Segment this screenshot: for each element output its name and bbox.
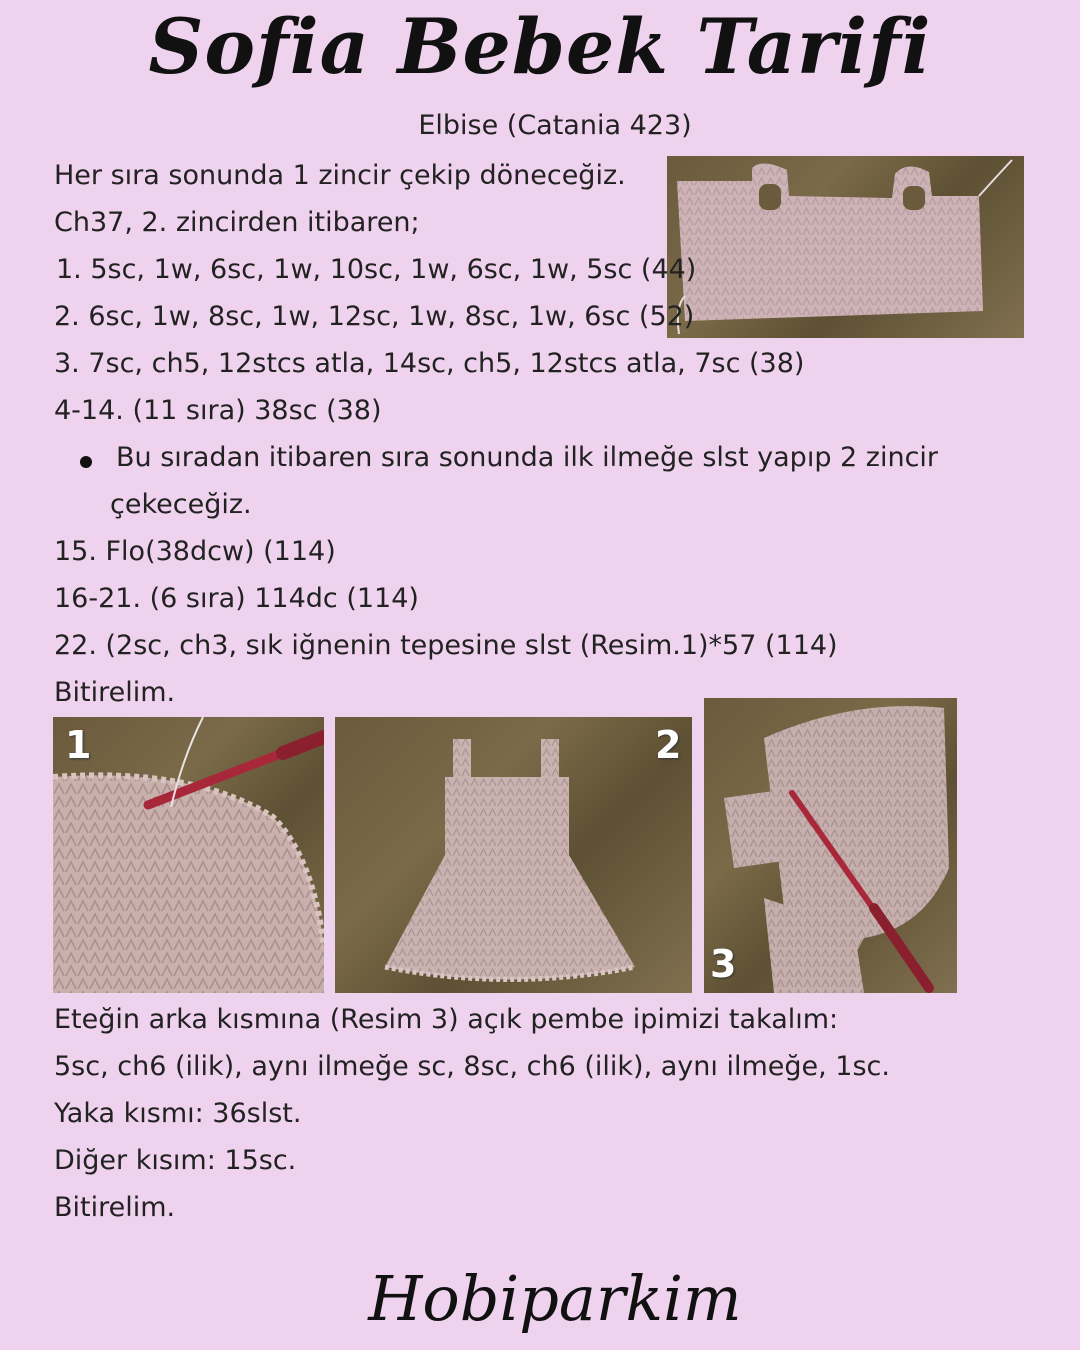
bodice-photo	[667, 156, 1024, 338]
instruction-row-1: 1. 5sc, 1w, 6sc, 1w, 10sc, 1w, 6sc, 1w, 5sc (44)	[56, 254, 697, 285]
crochet-dress-back-photo-icon	[704, 698, 957, 993]
instruction-row-16-21: 16-21. (6 sıra) 114dc (114)	[54, 583, 419, 614]
bullet-icon	[80, 456, 92, 468]
photo-2-number: 2	[655, 723, 682, 767]
instruction-row-3: 3. 7sc, ch5, 12stcs atla, 14sc, ch5, 12stcs atla, 7sc (38)	[54, 348, 805, 379]
crochet-dress-photo-icon	[335, 717, 692, 993]
instruction-row-2: 2. 6sc, 1w, 8sc, 1w, 12sc, 1w, 8sc, 1w, 6sc (52)	[54, 301, 695, 332]
bodice-photo-illustration	[667, 156, 1024, 338]
finishing-line-1: Eteğin arka kısmına (Resim 3) açık pembe ipimizi takalım:	[54, 1004, 839, 1035]
instruction-note-line-1: Bu sıradan itibaren sıra sonunda ilk ilmeğe slst yapıp 2 zincir	[116, 442, 939, 473]
finishing-line-5: Bitirelim.	[54, 1192, 176, 1223]
photo-1-number: 1	[65, 723, 92, 767]
instruction-row-15: 15. Flo(38dcw) (114)	[54, 536, 336, 567]
instruction-finish: Bitirelim.	[54, 677, 176, 708]
page-title: Sofia Bebek Tarifi	[148, 2, 932, 91]
finishing-line-4: Diğer kısım: 15sc.	[54, 1145, 297, 1176]
finishing-line-3: Yaka kısmı: 36slst.	[54, 1098, 302, 1129]
finishing-line-2: 5sc, ch6 (ilik), aynı ilmeğe sc, 8sc, ch6 (ilik), aynı ilmeğe, 1sc.	[54, 1051, 890, 1082]
instruction-note-line-2: çekeceğiz.	[110, 489, 252, 520]
photo-3-number: 3	[710, 942, 737, 986]
brand-footer: Hobiparkim	[368, 1262, 742, 1335]
photo-2	[335, 717, 692, 993]
instruction-row-4-14: 4-14. (11 sıra) 38sc (38)	[54, 395, 382, 426]
crochet-edge-photo-icon	[53, 717, 324, 993]
photo-1	[53, 717, 324, 993]
instruction-intro: Her sıra sonunda 1 zincir çekip döneceğiz.	[54, 160, 626, 191]
instruction-start: Ch37, 2. zincirden itibaren;	[54, 207, 420, 238]
photo-3	[704, 698, 957, 993]
page-subtitle: Elbise (Catania 423)	[418, 110, 692, 141]
instruction-row-22: 22. (2sc, ch3, sık iğnenin tepesine slst (Resim.1)*57 (114)	[54, 630, 838, 661]
